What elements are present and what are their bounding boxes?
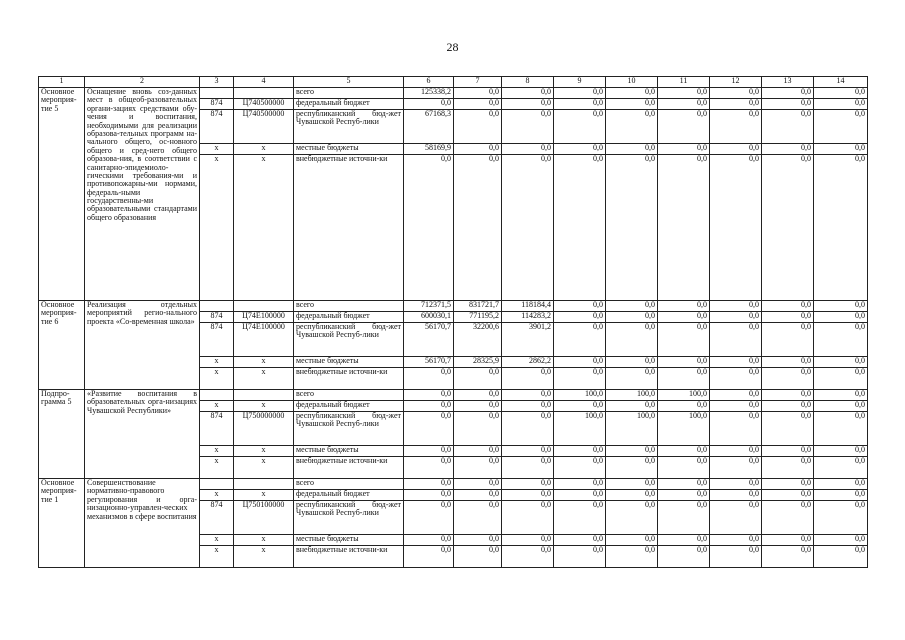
value-cell: 0,0 — [454, 412, 502, 446]
value-cell: 0,0 — [502, 546, 554, 568]
csr-cell: x — [234, 368, 294, 390]
value-cell: 0,0 — [502, 99, 554, 110]
value-cell: 0,0 — [554, 457, 606, 479]
value-cell: 0,0 — [710, 490, 762, 501]
csr-cell: x — [234, 155, 294, 301]
value-cell: 0,0 — [454, 88, 502, 99]
value-cell: 0,0 — [814, 155, 868, 301]
funding-source-cell: федеральный бюджет — [294, 490, 404, 501]
funding-source-cell: местные бюджеты — [294, 535, 404, 546]
value-cell: 0,0 — [658, 323, 710, 357]
value-cell: 0,0 — [658, 401, 710, 412]
value-cell: 0,0 — [814, 323, 868, 357]
value-cell: 0,0 — [554, 357, 606, 368]
table-row — [39, 301, 868, 312]
value-cell: 0,0 — [502, 490, 554, 501]
value-cell: 0,0 — [814, 390, 868, 401]
value-cell: 0,0 — [710, 457, 762, 479]
grbs-cell: x — [200, 144, 234, 155]
value-cell: 0,0 — [502, 390, 554, 401]
value-cell: 0,0 — [606, 144, 658, 155]
value-cell: 0,0 — [762, 144, 814, 155]
csr-cell: x — [234, 535, 294, 546]
value-cell: 0,0 — [658, 501, 710, 535]
value-cell: 0,0 — [502, 368, 554, 390]
value-cell: 100,0 — [606, 390, 658, 401]
value-cell: 0,0 — [454, 110, 502, 144]
program-name-cell: «Развитие воспитания в образовательных орга-низациях Чувашской Республики» — [85, 390, 200, 479]
value-cell: 0,0 — [710, 501, 762, 535]
header-cell: 10 — [606, 77, 658, 88]
value-cell: 0,0 — [454, 390, 502, 401]
csr-cell: Ц740500000 — [234, 110, 294, 144]
value-cell: 0,0 — [762, 446, 814, 457]
value-cell: 0,0 — [710, 99, 762, 110]
value-cell: 0,0 — [404, 368, 454, 390]
value-cell: 0,0 — [554, 312, 606, 323]
value-cell: 100,0 — [554, 412, 606, 446]
value-cell: 0,0 — [658, 479, 710, 490]
table-row — [39, 88, 868, 99]
value-cell: 0,0 — [502, 501, 554, 535]
value-cell: 0,0 — [606, 479, 658, 490]
funding-source-cell: федеральный бюджет — [294, 99, 404, 110]
value-cell: 771195,2 — [454, 312, 502, 323]
header-cell: 4 — [234, 77, 294, 88]
funding-source-cell: всего — [294, 88, 404, 99]
grbs-cell: x — [200, 368, 234, 390]
grbs-cell: 874 — [200, 412, 234, 446]
funding-source-cell: местные бюджеты — [294, 144, 404, 155]
value-cell: 0,0 — [606, 323, 658, 357]
funding-source-cell: всего — [294, 301, 404, 312]
value-cell: 0,0 — [404, 412, 454, 446]
value-cell: 0,0 — [606, 99, 658, 110]
value-cell: 0,0 — [554, 501, 606, 535]
value-cell: 0,0 — [710, 144, 762, 155]
value-cell: 28325,9 — [454, 357, 502, 368]
value-cell: 0,0 — [762, 546, 814, 568]
value-cell: 0,0 — [814, 88, 868, 99]
csr-cell — [234, 88, 294, 99]
grbs-cell: x — [200, 546, 234, 568]
value-cell: 0,0 — [606, 457, 658, 479]
value-cell: 0,0 — [814, 479, 868, 490]
value-cell: 56170,7 — [404, 323, 454, 357]
grbs-cell: 874 — [200, 99, 234, 110]
value-cell: 0,0 — [658, 99, 710, 110]
value-cell: 0,0 — [554, 446, 606, 457]
value-cell: 0,0 — [762, 301, 814, 312]
value-cell: 0,0 — [554, 301, 606, 312]
value-cell: 0,0 — [762, 390, 814, 401]
value-cell: 0,0 — [658, 110, 710, 144]
csr-cell — [234, 479, 294, 490]
grbs-cell: x — [200, 401, 234, 412]
funding-source-cell: местные бюджеты — [294, 446, 404, 457]
value-cell: 0,0 — [710, 357, 762, 368]
header-cell: 3 — [200, 77, 234, 88]
value-cell: 0,0 — [454, 155, 502, 301]
value-cell: 0,0 — [762, 110, 814, 144]
value-cell: 0,0 — [762, 535, 814, 546]
value-cell: 0,0 — [710, 535, 762, 546]
value-cell: 0,0 — [502, 479, 554, 490]
value-cell: 0,0 — [502, 144, 554, 155]
csr-cell: Ц750000000 — [234, 412, 294, 446]
funding-source-cell: федеральный бюджет — [294, 401, 404, 412]
grbs-cell — [200, 88, 234, 99]
value-cell: 100,0 — [554, 390, 606, 401]
value-cell: 0,0 — [658, 546, 710, 568]
value-cell: 0,0 — [710, 401, 762, 412]
value-cell: 0,0 — [606, 301, 658, 312]
value-cell: 0,0 — [404, 535, 454, 546]
grbs-cell — [200, 479, 234, 490]
value-cell: 0,0 — [814, 490, 868, 501]
csr-cell: x — [234, 401, 294, 412]
value-cell: 0,0 — [814, 110, 868, 144]
value-cell: 32200,6 — [454, 323, 502, 357]
header-cell: 8 — [502, 77, 554, 88]
value-cell: 0,0 — [554, 490, 606, 501]
value-cell: 0,0 — [454, 446, 502, 457]
value-cell: 3901,2 — [502, 323, 554, 357]
csr-cell — [234, 390, 294, 401]
value-cell: 0,0 — [710, 390, 762, 401]
value-cell: 0,0 — [814, 144, 868, 155]
grbs-cell: x — [200, 535, 234, 546]
value-cell: 0,0 — [606, 546, 658, 568]
value-cell: 0,0 — [606, 155, 658, 301]
value-cell: 0,0 — [814, 312, 868, 323]
value-cell: 0,0 — [404, 390, 454, 401]
value-cell: 0,0 — [554, 368, 606, 390]
value-cell: 0,0 — [762, 368, 814, 390]
value-cell: 0,0 — [762, 357, 814, 368]
funding-source-cell: республиканский бюд-жет Чувашской Респуб-лики — [294, 412, 404, 446]
value-cell: 0,0 — [502, 457, 554, 479]
header-cell: 1 — [39, 77, 85, 88]
value-cell: 114283,2 — [502, 312, 554, 323]
header-cell: 5 — [294, 77, 404, 88]
value-cell: 0,0 — [404, 501, 454, 535]
funding-source-cell: местные бюджеты — [294, 357, 404, 368]
value-cell: 0,0 — [762, 479, 814, 490]
value-cell: 0,0 — [710, 155, 762, 301]
value-cell: 0,0 — [502, 88, 554, 99]
value-cell: 2862,2 — [502, 357, 554, 368]
value-cell: 0,0 — [658, 446, 710, 457]
value-cell: 0,0 — [762, 490, 814, 501]
value-cell: 0,0 — [814, 546, 868, 568]
value-cell: 0,0 — [658, 144, 710, 155]
value-cell: 67168,3 — [404, 110, 454, 144]
csr-cell: x — [234, 490, 294, 501]
value-cell: 0,0 — [502, 412, 554, 446]
value-cell: 0,0 — [710, 446, 762, 457]
value-cell: 0,0 — [606, 368, 658, 390]
value-cell: 0,0 — [762, 99, 814, 110]
value-cell: 0,0 — [502, 535, 554, 546]
value-cell: 0,0 — [814, 357, 868, 368]
value-cell: 0,0 — [762, 401, 814, 412]
value-cell: 0,0 — [658, 155, 710, 301]
value-cell: 600030,1 — [404, 312, 454, 323]
funding-source-cell: всего — [294, 390, 404, 401]
value-cell: 0,0 — [554, 144, 606, 155]
header-row — [39, 77, 868, 88]
value-cell: 0,0 — [658, 312, 710, 323]
value-cell: 0,0 — [814, 99, 868, 110]
value-cell: 0,0 — [814, 501, 868, 535]
table-row — [39, 479, 868, 490]
value-cell: 0,0 — [502, 110, 554, 144]
value-cell: 0,0 — [454, 501, 502, 535]
value-cell: 0,0 — [502, 401, 554, 412]
value-cell: 0,0 — [814, 412, 868, 446]
grbs-cell: x — [200, 490, 234, 501]
budget-table — [38, 76, 868, 568]
program-kind-cell: Основное мероприя-тие 6 — [39, 301, 85, 390]
value-cell: 0,0 — [404, 401, 454, 412]
grbs-cell: x — [200, 457, 234, 479]
value-cell: 0,0 — [710, 368, 762, 390]
csr-cell: x — [234, 546, 294, 568]
value-cell: 100,0 — [658, 412, 710, 446]
value-cell: 0,0 — [606, 401, 658, 412]
value-cell: 0,0 — [762, 323, 814, 357]
value-cell: 0,0 — [710, 412, 762, 446]
value-cell: 0,0 — [404, 99, 454, 110]
value-cell: 0,0 — [554, 99, 606, 110]
value-cell: 712371,5 — [404, 301, 454, 312]
value-cell: 0,0 — [606, 490, 658, 501]
funding-source-cell: всего — [294, 479, 404, 490]
grbs-cell: x — [200, 155, 234, 301]
program-name-cell: Совершенствование нормативно-правового регулирования и орга-низационно-управлен-ческих механизмов в сфере воспитания — [85, 479, 200, 568]
value-cell: 0,0 — [606, 357, 658, 368]
header-cell: 6 — [404, 77, 454, 88]
program-kind-cell: Основное мероприя-тие 1 — [39, 479, 85, 568]
grbs-cell — [200, 390, 234, 401]
value-cell: 0,0 — [502, 446, 554, 457]
csr-cell: Ц740500000 — [234, 99, 294, 110]
value-cell: 0,0 — [814, 457, 868, 479]
funding-source-cell: федеральный бюджет — [294, 312, 404, 323]
value-cell: 0,0 — [658, 357, 710, 368]
grbs-cell — [200, 301, 234, 312]
value-cell: 0,0 — [554, 546, 606, 568]
grbs-cell: 874 — [200, 501, 234, 535]
value-cell: 0,0 — [658, 368, 710, 390]
header-cell: 13 — [762, 77, 814, 88]
value-cell: 0,0 — [762, 457, 814, 479]
value-cell: 0,0 — [814, 368, 868, 390]
funding-source-cell: внебюджетные источни-ки — [294, 457, 404, 479]
value-cell: 0,0 — [404, 546, 454, 568]
value-cell: 100,0 — [606, 412, 658, 446]
funding-source-cell: республиканский бюд-жет Чувашской Респуб-лики — [294, 323, 404, 357]
value-cell: 100,0 — [658, 390, 710, 401]
value-cell: 0,0 — [404, 155, 454, 301]
value-cell: 0,0 — [606, 110, 658, 144]
value-cell: 56170,7 — [404, 357, 454, 368]
program-name-cell: Оснащение вновь соз-данных мест в общеоб-разовательных органи-зациях средствами обу-чения и воспитания, необходимыми для реализации образова-тельных программ на-чального общего, ос-новного общего и сред-него общего образова-ния, в соответствии с санитарно-эпидемиоло-гическими требования-ми и противопожарны-ми нормами, федераль-ными государственны-ми образовательными стандартами общего образования — [85, 88, 200, 301]
value-cell: 0,0 — [454, 401, 502, 412]
value-cell: 0,0 — [762, 412, 814, 446]
value-cell: 58169,9 — [404, 144, 454, 155]
value-cell: 0,0 — [762, 88, 814, 99]
funding-source-cell: внебюджетные источни-ки — [294, 368, 404, 390]
value-cell: 0,0 — [454, 457, 502, 479]
header-cell: 12 — [710, 77, 762, 88]
value-cell: 0,0 — [710, 323, 762, 357]
value-cell: 0,0 — [454, 479, 502, 490]
value-cell: 0,0 — [404, 457, 454, 479]
value-cell: 0,0 — [554, 88, 606, 99]
value-cell: 0,0 — [454, 144, 502, 155]
value-cell: 0,0 — [814, 301, 868, 312]
value-cell: 0,0 — [454, 490, 502, 501]
value-cell: 0,0 — [658, 490, 710, 501]
value-cell: 0,0 — [606, 312, 658, 323]
value-cell: 0,0 — [404, 490, 454, 501]
value-cell: 0,0 — [814, 446, 868, 457]
csr-cell: x — [234, 457, 294, 479]
value-cell: 0,0 — [710, 312, 762, 323]
value-cell: 0,0 — [710, 88, 762, 99]
value-cell: 0,0 — [658, 88, 710, 99]
value-cell: 0,0 — [710, 546, 762, 568]
value-cell: 0,0 — [658, 301, 710, 312]
funding-source-cell: внебюджетные источни-ки — [294, 546, 404, 568]
value-cell: 0,0 — [404, 479, 454, 490]
value-cell: 831721,7 — [454, 301, 502, 312]
value-cell: 118184,4 — [502, 301, 554, 312]
grbs-cell: x — [200, 446, 234, 457]
grbs-cell: 874 — [200, 110, 234, 144]
header-cell: 2 — [85, 77, 200, 88]
value-cell: 0,0 — [606, 446, 658, 457]
value-cell: 0,0 — [454, 535, 502, 546]
csr-cell: Ц74Е100000 — [234, 312, 294, 323]
value-cell: 0,0 — [454, 368, 502, 390]
grbs-cell: x — [200, 357, 234, 368]
program-kind-cell: Основное мероприя-тие 5 — [39, 88, 85, 301]
page-number: 28 — [446, 40, 459, 54]
header-cell: 14 — [814, 77, 868, 88]
csr-cell: Ц74Е100000 — [234, 323, 294, 357]
table-row — [39, 390, 868, 401]
value-cell: 0,0 — [762, 312, 814, 323]
value-cell: 0,0 — [762, 501, 814, 535]
value-cell: 0,0 — [710, 479, 762, 490]
value-cell: 0,0 — [554, 401, 606, 412]
header-cell: 7 — [454, 77, 502, 88]
value-cell: 0,0 — [404, 446, 454, 457]
value-cell: 0,0 — [554, 323, 606, 357]
header-cell: 9 — [554, 77, 606, 88]
value-cell: 0,0 — [710, 110, 762, 144]
csr-cell: x — [234, 446, 294, 457]
value-cell: 0,0 — [658, 457, 710, 479]
program-kind-cell: Подпро-грамма 5 — [39, 390, 85, 479]
value-cell: 0,0 — [710, 301, 762, 312]
funding-source-cell: республиканский бюд-жет Чувашской Респуб-лики — [294, 110, 404, 144]
grbs-cell: 874 — [200, 323, 234, 357]
csr-cell: x — [234, 144, 294, 155]
value-cell: 0,0 — [502, 155, 554, 301]
value-cell: 0,0 — [814, 535, 868, 546]
value-cell: 0,0 — [554, 479, 606, 490]
value-cell: 0,0 — [554, 155, 606, 301]
value-cell: 0,0 — [554, 535, 606, 546]
value-cell: 0,0 — [454, 99, 502, 110]
header-cell: 11 — [658, 77, 710, 88]
csr-cell: x — [234, 357, 294, 368]
value-cell: 0,0 — [606, 501, 658, 535]
csr-cell: Ц750100000 — [234, 501, 294, 535]
value-cell: 0,0 — [606, 88, 658, 99]
program-name-cell: Реализация отдельных мероприятий регио-нального проекта «Со-временная школа» — [85, 301, 200, 390]
value-cell: 0,0 — [814, 401, 868, 412]
funding-source-cell: внебюджетные источни-ки — [294, 155, 404, 301]
value-cell: 0,0 — [658, 535, 710, 546]
value-cell: 125338,2 — [404, 88, 454, 99]
funding-source-cell: республиканский бюд-жет Чувашской Респуб-лики — [294, 501, 404, 535]
csr-cell — [234, 301, 294, 312]
value-cell: 0,0 — [606, 535, 658, 546]
value-cell: 0,0 — [762, 155, 814, 301]
value-cell: 0,0 — [454, 546, 502, 568]
grbs-cell: 874 — [200, 312, 234, 323]
value-cell: 0,0 — [554, 110, 606, 144]
